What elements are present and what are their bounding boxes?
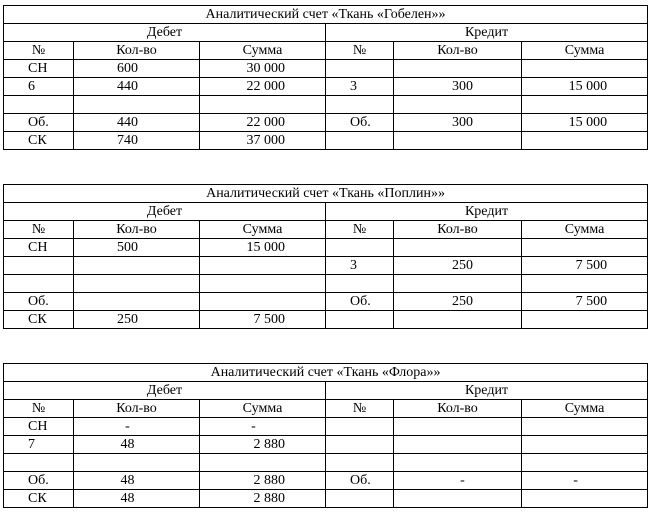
cell <box>74 96 200 114</box>
cell: 22 000 <box>200 114 326 132</box>
table-row <box>4 418 648 436</box>
cell: 500 <box>74 239 200 257</box>
cell: 48 <box>74 436 200 454</box>
cell: 2 880 <box>200 436 326 454</box>
cell: 440 <box>74 78 200 96</box>
col-header-qty: Кол-во <box>74 400 200 418</box>
col-header-qty: Кол-во <box>394 221 522 239</box>
cell: 15 000 <box>200 239 326 257</box>
table-row <box>4 60 648 78</box>
table-row <box>4 454 648 472</box>
cell <box>522 239 648 257</box>
col-header-num: № <box>326 400 394 418</box>
cell: 7 500 <box>200 311 326 329</box>
cell <box>326 96 394 114</box>
cell <box>394 275 522 293</box>
cell <box>200 257 326 275</box>
cell: СК <box>4 311 74 329</box>
cell <box>326 239 394 257</box>
cell: 15 000 <box>522 78 648 96</box>
cell: СН <box>4 60 74 78</box>
table-row <box>4 132 648 150</box>
col-header-num: № <box>4 400 74 418</box>
cell <box>522 275 648 293</box>
cell: СК <box>4 132 74 150</box>
cell <box>522 311 648 329</box>
col-header-sum: Сумма <box>522 42 648 60</box>
cell <box>394 436 522 454</box>
cell: 30 000 <box>200 60 326 78</box>
cell: 440 <box>74 114 200 132</box>
cell <box>326 454 394 472</box>
cell: 300 <box>394 78 522 96</box>
col-header-qty: Кол-во <box>394 42 522 60</box>
col-header-sum: Сумма <box>200 400 326 418</box>
col-header-num: № <box>326 42 394 60</box>
cell <box>394 132 522 150</box>
col-header-sum: Сумма <box>522 400 648 418</box>
cell <box>394 311 522 329</box>
cell <box>74 257 200 275</box>
cell <box>326 275 394 293</box>
cell: 250 <box>394 293 522 311</box>
credit-header: Кредит <box>326 203 648 221</box>
cell <box>326 132 394 150</box>
cell <box>522 132 648 150</box>
col-header-num: № <box>4 221 74 239</box>
cell: 3 <box>326 78 394 96</box>
credit-header: Кредит <box>326 382 648 400</box>
col-header-num: № <box>4 42 74 60</box>
cell: Об. <box>4 293 74 311</box>
cell: 15 000 <box>522 114 648 132</box>
table-row <box>4 257 648 275</box>
col-header-sum: Сумма <box>522 221 648 239</box>
account-table-gobelen <box>3 5 648 150</box>
cell: 6 <box>4 78 74 96</box>
cell: 37 000 <box>200 132 326 150</box>
cell <box>4 454 74 472</box>
col-header-num: № <box>326 221 394 239</box>
cell: 7 500 <box>522 293 648 311</box>
cell <box>522 96 648 114</box>
cell <box>200 96 326 114</box>
table-row <box>4 78 648 96</box>
table-row <box>4 96 648 114</box>
cell: 48 <box>74 490 200 508</box>
col-header-qty: Кол-во <box>74 42 200 60</box>
table-row <box>4 490 648 508</box>
cell <box>522 418 648 436</box>
cell: 22 000 <box>200 78 326 96</box>
col-header-qty: Кол-во <box>394 400 522 418</box>
cell <box>74 275 200 293</box>
debit-header: Дебет <box>4 203 326 221</box>
cell <box>394 418 522 436</box>
cell: - <box>522 472 648 490</box>
cell <box>394 239 522 257</box>
cell: СН <box>4 418 74 436</box>
cell <box>522 490 648 508</box>
cell: 7 <box>4 436 74 454</box>
table-row <box>4 114 648 132</box>
cell: Об. <box>326 293 394 311</box>
cell: - <box>394 472 522 490</box>
cell <box>4 96 74 114</box>
table-row <box>4 472 648 490</box>
table-row <box>4 239 648 257</box>
credit-header: Кредит <box>326 24 648 42</box>
table-row <box>4 436 648 454</box>
cell <box>326 418 394 436</box>
account-table-flora <box>3 363 648 508</box>
cell <box>522 454 648 472</box>
cell <box>4 275 74 293</box>
debit-header: Дебет <box>4 24 326 42</box>
cell: Об. <box>4 472 74 490</box>
debit-header: Дебет <box>4 382 326 400</box>
cell <box>394 96 522 114</box>
cell: Об. <box>326 114 394 132</box>
cell: 250 <box>394 257 522 275</box>
cell <box>394 490 522 508</box>
cell: 48 <box>74 472 200 490</box>
cell <box>326 436 394 454</box>
cell <box>326 490 394 508</box>
cell <box>522 60 648 78</box>
cell <box>200 275 326 293</box>
cell: Об. <box>4 114 74 132</box>
col-header-qty: Кол-во <box>74 221 200 239</box>
cell <box>74 293 200 311</box>
cell <box>326 311 394 329</box>
table-row <box>4 311 648 329</box>
cell <box>522 436 648 454</box>
cell: - <box>200 418 326 436</box>
cell: СН <box>4 239 74 257</box>
cell: 2 880 <box>200 472 326 490</box>
account-table-poplin <box>3 184 648 329</box>
cell: - <box>74 418 200 436</box>
col-header-sum: Сумма <box>200 42 326 60</box>
cell <box>74 454 200 472</box>
cell <box>200 293 326 311</box>
cell: 600 <box>74 60 200 78</box>
table-row <box>4 275 648 293</box>
account-title: Аналитический счет «Ткань «Гобелен»» <box>4 6 648 24</box>
cell: 250 <box>74 311 200 329</box>
cell: СК <box>4 490 74 508</box>
cell: 3 <box>326 257 394 275</box>
cell <box>200 454 326 472</box>
cell <box>326 60 394 78</box>
table-row <box>4 293 648 311</box>
cell: 740 <box>74 132 200 150</box>
account-title: Аналитический счет «Ткань «Поплин»» <box>4 185 648 203</box>
cell: Об. <box>326 472 394 490</box>
cell: 7 500 <box>522 257 648 275</box>
cell <box>394 60 522 78</box>
cell <box>4 257 74 275</box>
col-header-sum: Сумма <box>200 221 326 239</box>
cell: 300 <box>394 114 522 132</box>
account-title: Аналитический счет «Ткань «Флора»» <box>4 364 648 382</box>
cell: 2 880 <box>200 490 326 508</box>
cell <box>394 454 522 472</box>
